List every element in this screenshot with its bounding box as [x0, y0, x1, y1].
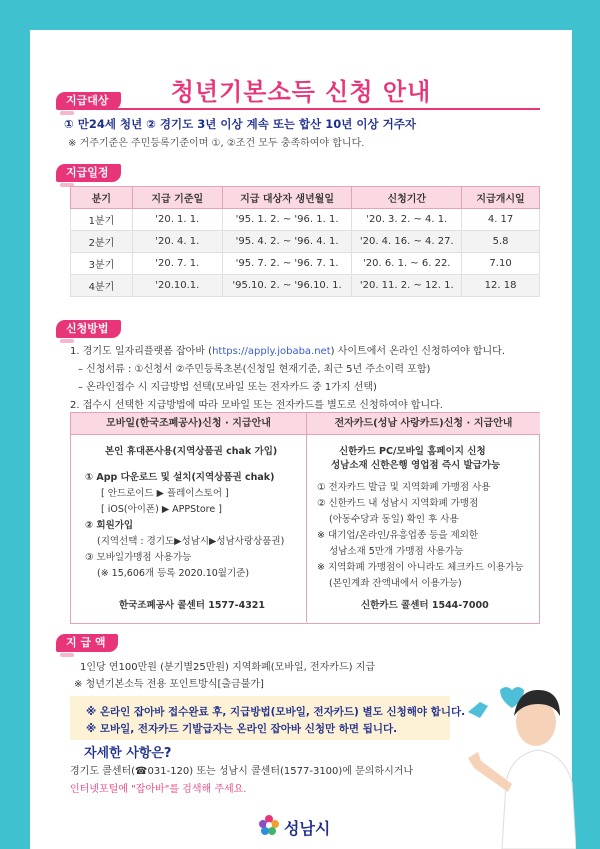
- header-base-date: 지급 기준일: [132, 187, 222, 209]
- section-tag-method: 신청방법: [56, 320, 121, 338]
- method-line-1: [70, 342, 505, 357]
- cell-birth-range: '95. 7. 2. ~ '96. 7. 1.: [222, 253, 352, 275]
- header-pay-start: 지급개시일: [462, 187, 540, 209]
- table-row: [71, 209, 540, 231]
- seongnam-flower-icon: [258, 814, 280, 836]
- section-tag-schedule: 지급일정: [56, 164, 121, 182]
- heart-speech-icon: [468, 702, 488, 718]
- method-online-select: – 온라인접수 시 지급방법 선택(모바일 또는 전자카드 중 1가지 선택): [78, 382, 377, 393]
- mobile-contact: 한국조폐공사 콜센터 1577-4321: [119, 600, 266, 611]
- method-line-1-suffix: ) 사이트에서 온라인 신청하여야 합니다.: [330, 346, 505, 357]
- schedule-header-row: [71, 187, 540, 209]
- eligibility-criteria: ① 만24세 청년 ② 경기도 3년 이상 계속 또는 합산 10년 이상 거주자: [64, 117, 416, 131]
- cell-quarter: 2분기: [71, 231, 133, 253]
- cell-apply-period: '20. 11. 2. ~ 12. 1.: [352, 275, 462, 297]
- detail-line-2: 인터넷포털에 "잡아바"를 검색해 주세요.: [70, 784, 247, 795]
- seongnam-logo: [258, 814, 331, 840]
- card-note-1: ※ 대기업/온라인/유흥업종 등을 제외한: [317, 530, 479, 541]
- mobile-ios: [ iOS(아이폰) ▶ APPStore ]: [101, 504, 222, 515]
- detail-line-1: 경기도 콜센터(☎031-120) 또는 성남시 콜센터(1577-3100)에 문의하시거나: [70, 766, 414, 777]
- header-birth-range: 지급 대상자 생년월일: [222, 187, 352, 209]
- card-note-2-detail: (본인계좌 잔액내에서 이용가능): [329, 578, 462, 589]
- mobile-step-2: ② 회원가입: [85, 520, 134, 531]
- method-documents: – 신청서류 : ①신청서 ②주민등록초본(신청일 현재기준, 최근 5년 주소이력 포함): [78, 364, 431, 375]
- cell-base-date: '20. 4. 1.: [132, 231, 222, 253]
- cell-apply-period: '20. 3. 2. ~ 4. 1.: [352, 209, 462, 231]
- method-line-2: 2. 접수시 선택한 지급방법에 따라 모바일 또는 전자카드를 별도로 신청하여야 합니다.: [70, 400, 443, 411]
- section-tag-eligibility: 지급대상: [56, 92, 121, 110]
- presenter-illustration: [466, 672, 576, 849]
- mobile-intro: 본인 휴대폰사용(지역상품권 chak 가입): [105, 446, 278, 457]
- cell-apply-period: '20. 4. 16. ~ 4. 27.: [352, 231, 462, 253]
- cell-quarter: 3분기: [71, 253, 133, 275]
- card-note-1-detail: 성남소재 5만개 가맹점 사용가능: [329, 546, 464, 557]
- page-title: 청년기본소득 신청 안내: [170, 78, 432, 106]
- notice-box: [70, 696, 466, 740]
- cell-base-date: '20. 1. 1.: [132, 209, 222, 231]
- card-step-2: ② 신한카드 내 성남시 지역화폐 가맹점: [317, 498, 479, 509]
- table-row: [71, 253, 540, 275]
- cell-base-date: '20.10.1.: [132, 275, 222, 297]
- cell-pay-start: 7.10: [462, 253, 540, 275]
- mobile-android: [ 안드로이드 ▶ 플레이스토어 ]: [101, 488, 229, 499]
- amount-line-1: 1인당 연100만원 (분기별25만원) 지역화폐(모바일, 전자카드) 지급: [80, 662, 376, 673]
- notice-line-1: ※ 온라인 잡아바 접수완료 후, 지급방법(모바일, 전자카드) 별도 신청해야 합니다.: [86, 706, 466, 718]
- mobile-merchant-count: (※ 15,606개 등록 2020.10월기준): [97, 568, 250, 579]
- method-line-1-prefix: 1. 경기도 일자리플랫폼 잡아바 (: [70, 346, 213, 357]
- header-apply-period: 신청기간: [352, 187, 462, 209]
- logo-text: 성남시: [284, 819, 331, 838]
- amount-line-2: ※ 청년기본소득 전용 포인트방식[출금불가]: [74, 679, 264, 690]
- cell-base-date: '20. 7. 1.: [132, 253, 222, 275]
- card-step-2-detail: (아동수당과 동일) 확인 후 사용: [329, 514, 459, 525]
- card-note-2: ※ 지역화폐 가맹점이 아니라도 체크카드 이용가능: [317, 562, 524, 573]
- notice-line-2: ※ 모바일, 전자카드 기발급자는 온라인 잡아바 신청만 하면 됩니다.: [86, 723, 398, 735]
- section-tag-amount: 지 급 액: [56, 634, 118, 652]
- cell-birth-range: '95. 4. 2. ~ '96. 4. 1.: [222, 231, 352, 253]
- schedule-table: [70, 186, 540, 297]
- card-intro-2: 성남소재 신한은행 영업점 즉시 발급가능: [331, 460, 501, 471]
- guide-header-card: 전자카드(성남 사랑카드)신청 · 지급안내: [307, 413, 540, 435]
- cell-pay-start: 4. 17: [462, 209, 540, 231]
- table-row: [71, 231, 540, 253]
- card-step-1: ① 전자카드 발급 및 지역화폐 가맹점 사용: [317, 482, 491, 493]
- card-contact: 신한카드 콜센터 1544-7000: [361, 600, 489, 611]
- card-intro-1: 신한카드 PC/모바일 홈페이지 신청: [339, 446, 486, 457]
- cell-quarter: 4분기: [71, 275, 133, 297]
- table-row: [71, 275, 540, 297]
- cell-apply-period: '20. 6. 1. ~ 6. 22.: [352, 253, 462, 275]
- eligibility-note: ※ 거주기준은 주민등록기준이며 ①, ②조건 모두 충족하여야 합니다.: [68, 138, 365, 149]
- cell-pay-start: 12. 18: [462, 275, 540, 297]
- guide-column-mobile: [71, 435, 306, 622]
- cell-quarter: 1분기: [71, 209, 133, 231]
- title-underline: [60, 108, 540, 110]
- cell-pay-start: 5.8: [462, 231, 540, 253]
- guide-column-card: [307, 435, 540, 622]
- detail-title: 자세한 사항은?: [84, 746, 172, 761]
- guide-header-mobile: 모바일(한국조폐공사)신청 · 지급안내: [71, 413, 306, 435]
- payment-guide-box: [70, 412, 540, 624]
- mobile-step-1: ① App 다운로드 및 설치(지역상품권 chak): [85, 472, 275, 483]
- mobile-region: (지역선택 : 경기도▶성남시▶성남사랑상품권): [97, 536, 285, 547]
- header-quarter: 분기: [71, 187, 133, 209]
- cell-birth-range: '95. 1. 2. ~ '96. 1. 1.: [222, 209, 352, 231]
- jobaba-link[interactable]: https://apply.jobaba.net: [212, 346, 331, 357]
- cell-birth-range: '95.10. 2. ~ '96.10. 1.: [222, 275, 352, 297]
- mobile-step-3: ③ 모바일가맹점 사용가능: [85, 552, 192, 563]
